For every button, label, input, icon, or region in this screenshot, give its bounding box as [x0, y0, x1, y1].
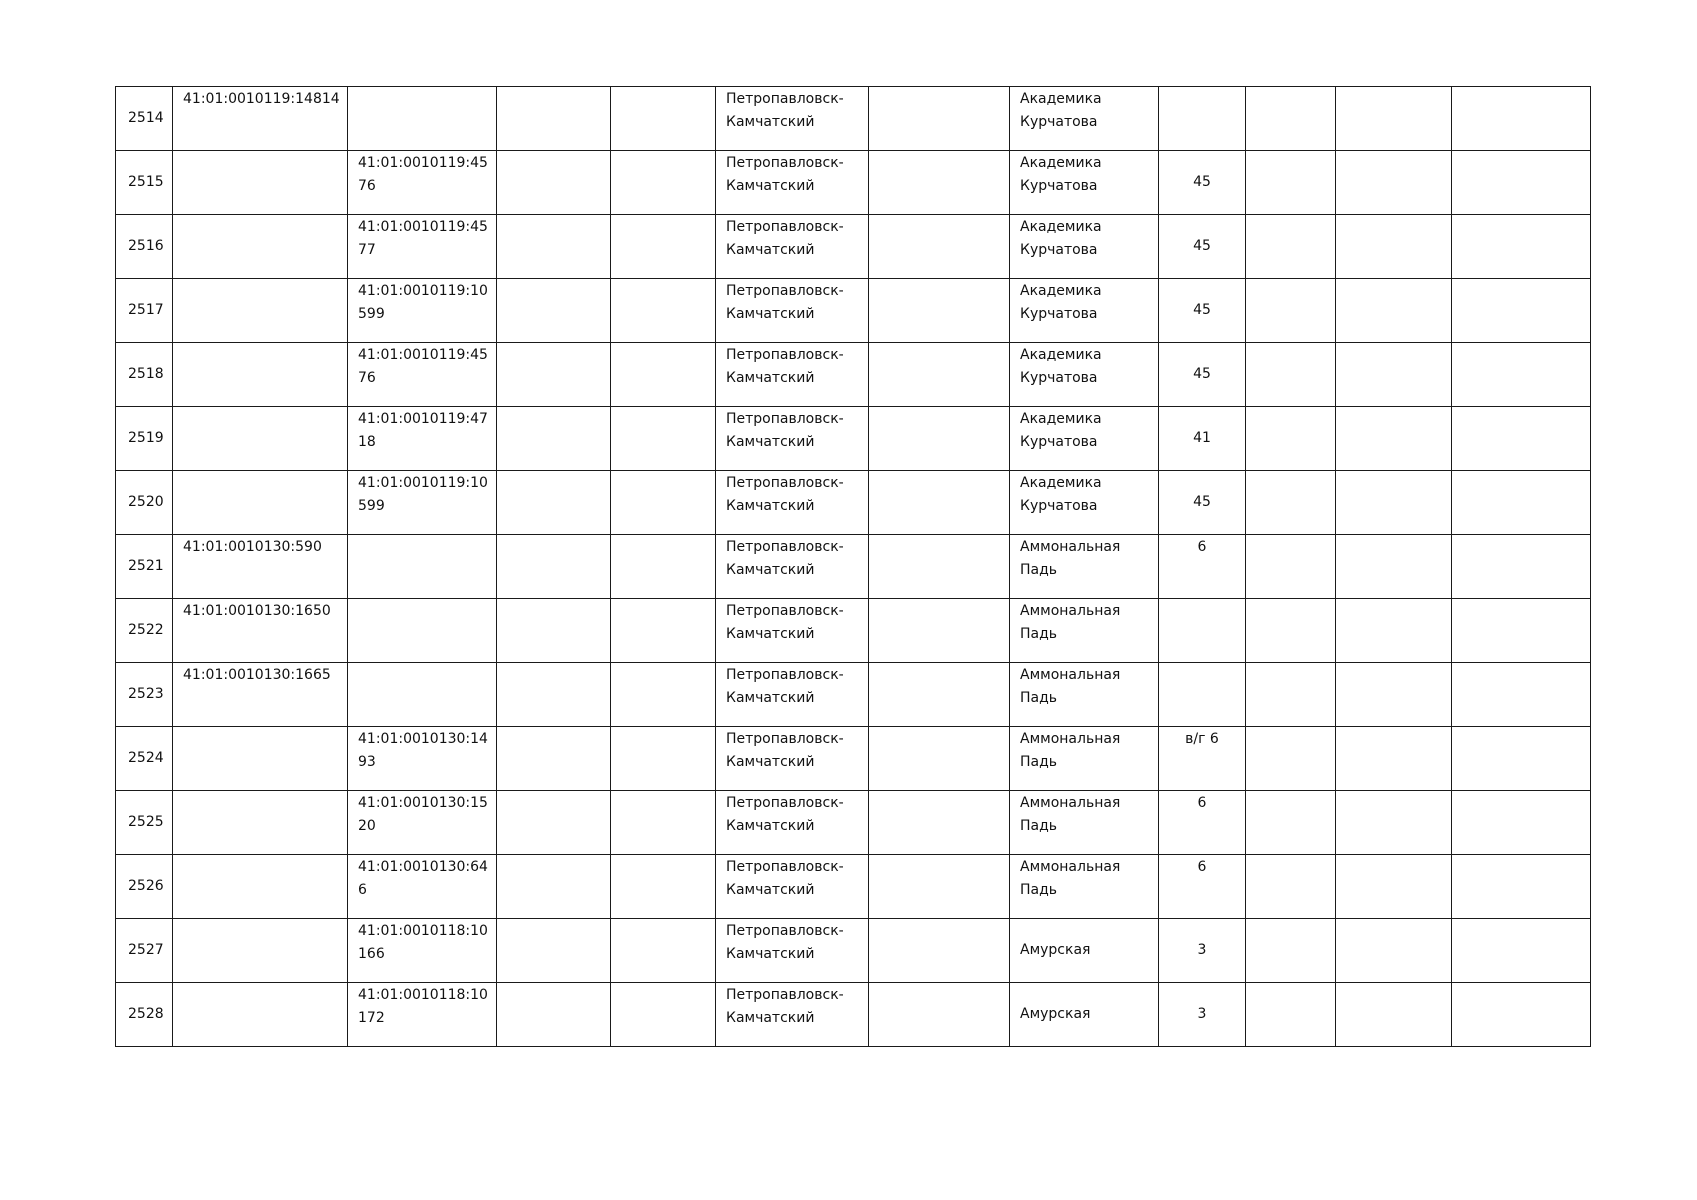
empty-cell [1452, 983, 1591, 1047]
cadastral-number-cell [173, 407, 348, 471]
house-number-cell-text: 45 [1193, 494, 1211, 510]
street-cell-text: Академика Курчатова [1020, 155, 1102, 194]
street-cell [1010, 343, 1159, 407]
house-number-cell [1159, 215, 1246, 279]
street-cell-text: Академика Курчатова [1020, 91, 1102, 130]
building-cadastral-number-cell-text: 41:01:0010119:45 76 [358, 155, 488, 194]
building-cadastral-number-cell [348, 599, 497, 663]
street-cell [1010, 855, 1159, 919]
empty-cell [611, 151, 716, 215]
house-number-cell [1159, 535, 1246, 599]
building-cadastral-number-cell-text: 41:01:0010118:10 166 [358, 923, 488, 962]
building-cadastral-number-cell-text: 41:01:0010118:10 172 [358, 987, 488, 1026]
empty-cell [497, 599, 611, 663]
building-cadastral-number-cell [348, 407, 497, 471]
empty-cell [869, 407, 1010, 471]
city-cell-text: Петропавловск- Камчатский [726, 923, 844, 962]
empty-cell [1336, 599, 1452, 663]
city-cell-text: Петропавловск- Камчатский [726, 539, 844, 578]
city-cell [716, 343, 869, 407]
row-number-cell [116, 471, 173, 535]
building-cadastral-number-cell [348, 663, 497, 727]
empty-cell [1246, 87, 1336, 151]
house-number-cell [1159, 407, 1246, 471]
empty-cell [611, 279, 716, 343]
row-number-cell-text: 2523 [128, 686, 164, 702]
empty-cell [1336, 791, 1452, 855]
empty-cell [1246, 855, 1336, 919]
city-cell [716, 727, 869, 791]
city-cell [716, 983, 869, 1047]
city-cell [716, 919, 869, 983]
city-cell-text: Петропавловск- Камчатский [726, 475, 844, 514]
building-cadastral-number-cell [348, 215, 497, 279]
cadastral-number-cell-text: 41:01:0010119:14814 [183, 91, 340, 107]
row-number-cell [116, 663, 173, 727]
street-cell-text: Академика Курчатова [1020, 475, 1102, 514]
city-cell-text: Петропавловск- Камчатский [726, 603, 844, 642]
house-number-cell-text: 6 [1197, 859, 1207, 875]
cadastral-number-cell [173, 87, 348, 151]
row-number-cell-text: 2524 [128, 750, 164, 766]
city-cell [716, 855, 869, 919]
empty-cell [1246, 471, 1336, 535]
empty-cell [869, 215, 1010, 279]
house-number-cell-text: 41 [1193, 430, 1211, 446]
cadastral-number-cell-text: 41:01:0010130:1665 [183, 667, 331, 683]
row-number-cell [116, 343, 173, 407]
building-cadastral-number-cell-text: 41:01:0010130:15 20 [358, 795, 488, 834]
table-row [116, 727, 1591, 791]
empty-cell [497, 535, 611, 599]
empty-cell [1336, 919, 1452, 983]
street-cell-text: Амурская [1020, 1006, 1091, 1022]
street-cell-text: Академика Курчатова [1020, 283, 1102, 322]
city-cell [716, 407, 869, 471]
table-row [116, 471, 1591, 535]
street-cell [1010, 919, 1159, 983]
house-number-cell [1159, 343, 1246, 407]
row-number-cell-text: 2520 [128, 494, 164, 510]
empty-cell [611, 535, 716, 599]
row-number-cell-text: 2528 [128, 1006, 164, 1022]
house-number-cell-text: 3 [1197, 1006, 1207, 1022]
cadastral-number-cell [173, 343, 348, 407]
house-number-cell [1159, 983, 1246, 1047]
street-cell-text: Аммональная Падь [1020, 539, 1121, 578]
empty-cell [869, 663, 1010, 727]
row-number-cell-text: 2526 [128, 878, 164, 894]
empty-cell [611, 471, 716, 535]
building-cadastral-number-cell [348, 151, 497, 215]
empty-cell [497, 727, 611, 791]
city-cell [716, 663, 869, 727]
city-cell [716, 791, 869, 855]
table-row [116, 215, 1591, 279]
empty-cell [497, 343, 611, 407]
table-row [116, 855, 1591, 919]
building-cadastral-number-cell-text: 41:01:0010119:47 18 [358, 411, 488, 450]
empty-cell [611, 215, 716, 279]
city-cell [716, 471, 869, 535]
building-cadastral-number-cell-text: 41:01:0010130:64 6 [358, 859, 488, 898]
building-cadastral-number-cell [348, 343, 497, 407]
street-cell-text: Аммональная Падь [1020, 795, 1121, 834]
empty-cell [611, 87, 716, 151]
empty-cell [1452, 599, 1591, 663]
city-cell-text: Петропавловск- Камчатский [726, 795, 844, 834]
row-number-cell-text: 2516 [128, 238, 164, 254]
empty-cell [1336, 983, 1452, 1047]
row-number-cell [116, 151, 173, 215]
empty-cell [611, 919, 716, 983]
street-cell [1010, 87, 1159, 151]
table-row [116, 663, 1591, 727]
house-number-cell [1159, 279, 1246, 343]
empty-cell [1336, 663, 1452, 727]
city-cell-text: Петропавловск- Камчатский [726, 667, 844, 706]
city-cell [716, 151, 869, 215]
empty-cell [1452, 791, 1591, 855]
empty-cell [1246, 407, 1336, 471]
table-row [116, 407, 1591, 471]
table-body [116, 87, 1591, 1047]
building-cadastral-number-cell [348, 855, 497, 919]
row-number-cell [116, 279, 173, 343]
city-cell [716, 535, 869, 599]
row-number-cell-text: 2522 [128, 622, 164, 638]
empty-cell [869, 855, 1010, 919]
row-number-cell [116, 855, 173, 919]
empty-cell [869, 727, 1010, 791]
cadastral-number-cell [173, 919, 348, 983]
empty-cell [497, 87, 611, 151]
city-cell-text: Петропавловск- Камчатский [726, 859, 844, 898]
empty-cell [611, 343, 716, 407]
cadastral-number-cell [173, 215, 348, 279]
building-cadastral-number-cell-text: 41:01:0010119:10 599 [358, 283, 488, 322]
cadastral-number-cell [173, 983, 348, 1047]
empty-cell [1336, 407, 1452, 471]
empty-cell [1452, 407, 1591, 471]
empty-cell [611, 407, 716, 471]
empty-cell [611, 791, 716, 855]
house-number-cell-text: 3 [1197, 942, 1207, 958]
house-number-cell [1159, 919, 1246, 983]
empty-cell [1336, 727, 1452, 791]
empty-cell [869, 343, 1010, 407]
city-cell-text: Петропавловск- Камчатский [726, 155, 844, 194]
house-number-cell-text: 6 [1197, 795, 1207, 811]
cadastral-number-cell [173, 727, 348, 791]
row-number-cell [116, 983, 173, 1047]
empty-cell [869, 791, 1010, 855]
table-row [116, 343, 1591, 407]
empty-cell [1336, 343, 1452, 407]
building-cadastral-number-cell [348, 791, 497, 855]
table-row [116, 791, 1591, 855]
empty-cell [869, 919, 1010, 983]
city-cell [716, 87, 869, 151]
empty-cell [1452, 919, 1591, 983]
empty-cell [1336, 87, 1452, 151]
house-number-cell [1159, 727, 1246, 791]
empty-cell [611, 855, 716, 919]
empty-cell [1452, 727, 1591, 791]
empty-cell [1336, 215, 1452, 279]
empty-cell [1246, 279, 1336, 343]
row-number-cell [116, 599, 173, 663]
cadastral-number-cell [173, 663, 348, 727]
row-number-cell [116, 215, 173, 279]
table-row [116, 279, 1591, 343]
house-number-cell-text: 45 [1193, 366, 1211, 382]
empty-cell [1336, 279, 1452, 343]
street-cell-text: Амурская [1020, 942, 1091, 958]
building-cadastral-number-cell-text: 41:01:0010130:14 93 [358, 731, 488, 770]
street-cell [1010, 983, 1159, 1047]
row-number-cell-text: 2517 [128, 302, 164, 318]
city-cell-text: Петропавловск- Камчатский [726, 411, 844, 450]
row-number-cell [116, 919, 173, 983]
house-number-cell [1159, 663, 1246, 727]
empty-cell [869, 535, 1010, 599]
empty-cell [497, 663, 611, 727]
empty-cell [497, 919, 611, 983]
house-number-cell-text: 45 [1193, 238, 1211, 254]
house-number-cell-text: 45 [1193, 174, 1211, 190]
empty-cell [1452, 471, 1591, 535]
empty-cell [1336, 535, 1452, 599]
empty-cell [1452, 215, 1591, 279]
cadastral-number-cell [173, 279, 348, 343]
row-number-cell-text: 2527 [128, 942, 164, 958]
street-cell [1010, 471, 1159, 535]
building-cadastral-number-cell-text: 41:01:0010119:45 76 [358, 347, 488, 386]
row-number-cell-text: 2514 [128, 110, 164, 126]
empty-cell [497, 215, 611, 279]
street-cell-text: Аммональная Падь [1020, 667, 1121, 706]
empty-cell [1246, 343, 1336, 407]
empty-cell [1246, 983, 1336, 1047]
table-row [116, 151, 1591, 215]
empty-cell [611, 983, 716, 1047]
building-cadastral-number-cell-text: 41:01:0010119:10 599 [358, 475, 488, 514]
empty-cell [1452, 535, 1591, 599]
cadastral-number-cell-text: 41:01:0010130:590 [183, 539, 322, 555]
row-number-cell [116, 535, 173, 599]
row-number-cell [116, 791, 173, 855]
empty-cell [1452, 855, 1591, 919]
table-row [116, 535, 1591, 599]
house-number-cell [1159, 599, 1246, 663]
empty-cell [497, 471, 611, 535]
city-cell [716, 279, 869, 343]
row-number-cell [116, 727, 173, 791]
cadastral-number-cell-text: 41:01:0010130:1650 [183, 603, 331, 619]
empty-cell [869, 599, 1010, 663]
city-cell-text: Петропавловск- Камчатский [726, 987, 844, 1026]
building-cadastral-number-cell [348, 983, 497, 1047]
empty-cell [1246, 919, 1336, 983]
row-number-cell [116, 407, 173, 471]
row-number-cell-text: 2525 [128, 814, 164, 830]
city-cell-text: Петропавловск- Камчатский [726, 347, 844, 386]
empty-cell [1246, 663, 1336, 727]
cadastral-number-cell [173, 535, 348, 599]
empty-cell [1246, 535, 1336, 599]
cadastral-number-cell [173, 151, 348, 215]
street-cell [1010, 599, 1159, 663]
empty-cell [1452, 279, 1591, 343]
row-number-cell-text: 2515 [128, 174, 164, 190]
table-row [116, 919, 1591, 983]
street-cell [1010, 279, 1159, 343]
empty-cell [497, 407, 611, 471]
street-cell-text: Аммональная Падь [1020, 859, 1121, 898]
street-cell [1010, 535, 1159, 599]
street-cell [1010, 151, 1159, 215]
cadastral-number-cell [173, 791, 348, 855]
empty-cell [497, 855, 611, 919]
table-row [116, 599, 1591, 663]
building-cadastral-number-cell [348, 87, 497, 151]
empty-cell [1336, 151, 1452, 215]
city-cell-text: Петропавловск- Камчатский [726, 91, 844, 130]
empty-cell [611, 727, 716, 791]
street-cell [1010, 791, 1159, 855]
empty-cell [1452, 343, 1591, 407]
house-number-cell [1159, 471, 1246, 535]
building-cadastral-number-cell-text: 41:01:0010119:45 77 [358, 219, 488, 258]
empty-cell [869, 279, 1010, 343]
street-cell-text: Аммональная Падь [1020, 731, 1121, 770]
empty-cell [869, 87, 1010, 151]
street-cell [1010, 215, 1159, 279]
empty-cell [497, 151, 611, 215]
city-cell-text: Петропавловск- Камчатский [726, 731, 844, 770]
city-cell-text: Петропавловск- Камчатский [726, 219, 844, 258]
street-cell [1010, 407, 1159, 471]
building-cadastral-number-cell [348, 535, 497, 599]
empty-cell [1246, 151, 1336, 215]
house-number-cell-text: в/г 6 [1185, 731, 1219, 747]
building-cadastral-number-cell [348, 727, 497, 791]
row-number-cell-text: 2521 [128, 558, 164, 574]
empty-cell [611, 599, 716, 663]
street-cell-text: Аммональная Падь [1020, 603, 1121, 642]
empty-cell [497, 279, 611, 343]
cadastral-number-cell [173, 471, 348, 535]
empty-cell [1336, 855, 1452, 919]
empty-cell [1452, 663, 1591, 727]
building-cadastral-number-cell [348, 919, 497, 983]
house-number-cell-text: 6 [1197, 539, 1207, 555]
house-number-cell-text: 45 [1193, 302, 1211, 318]
row-number-cell-text: 2519 [128, 430, 164, 446]
empty-cell [497, 791, 611, 855]
empty-cell [1452, 151, 1591, 215]
row-number-cell-text: 2518 [128, 366, 164, 382]
house-number-cell [1159, 855, 1246, 919]
empty-cell [869, 471, 1010, 535]
street-cell-text: Академика Курчатова [1020, 347, 1102, 386]
table-row [116, 983, 1591, 1047]
building-cadastral-number-cell [348, 471, 497, 535]
street-cell-text: Академика Курчатова [1020, 219, 1102, 258]
building-cadastral-number-cell [348, 279, 497, 343]
empty-cell [869, 151, 1010, 215]
empty-cell [869, 983, 1010, 1047]
empty-cell [611, 663, 716, 727]
registry-table [115, 86, 1591, 1047]
city-cell [716, 215, 869, 279]
house-number-cell [1159, 791, 1246, 855]
empty-cell [1246, 791, 1336, 855]
empty-cell [1246, 599, 1336, 663]
cadastral-number-cell [173, 599, 348, 663]
street-cell-text: Академика Курчатова [1020, 411, 1102, 450]
empty-cell [1246, 727, 1336, 791]
empty-cell [497, 983, 611, 1047]
house-number-cell [1159, 87, 1246, 151]
street-cell [1010, 727, 1159, 791]
city-cell-text: Петропавловск- Камчатский [726, 283, 844, 322]
house-number-cell [1159, 151, 1246, 215]
row-number-cell [116, 87, 173, 151]
cadastral-number-cell [173, 855, 348, 919]
table-row [116, 87, 1591, 151]
city-cell [716, 599, 869, 663]
street-cell [1010, 663, 1159, 727]
empty-cell [1246, 215, 1336, 279]
empty-cell [1452, 87, 1591, 151]
empty-cell [1336, 471, 1452, 535]
